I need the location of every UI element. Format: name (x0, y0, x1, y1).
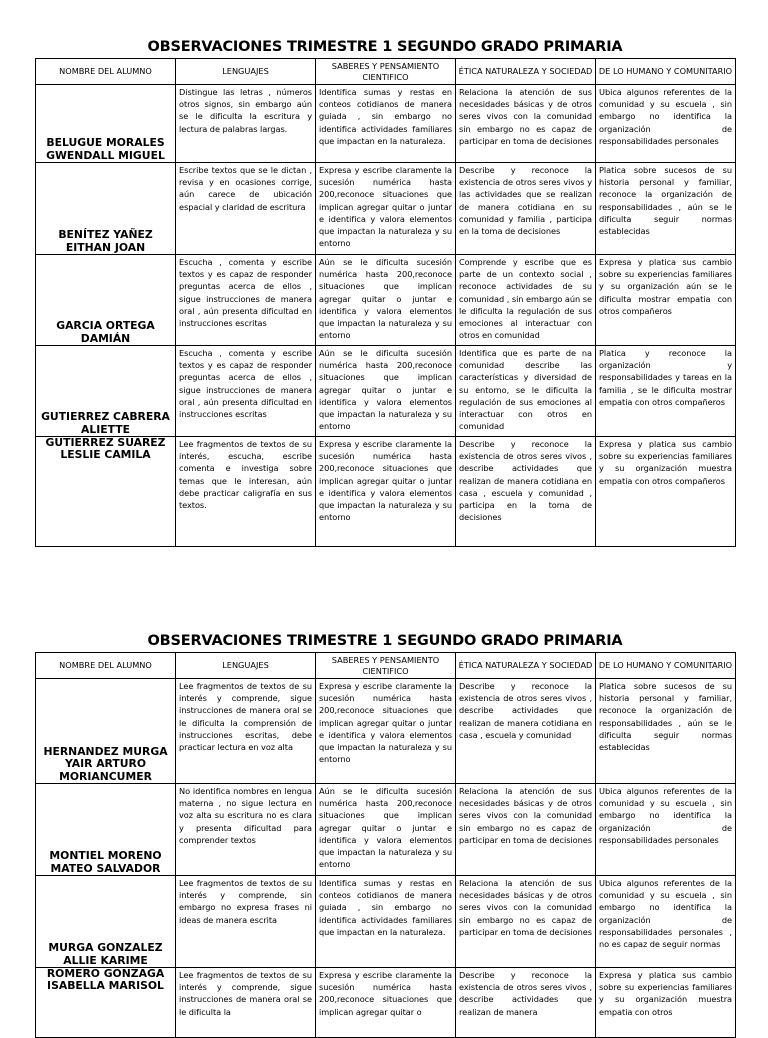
etica-cell: Identifica que es parte de na comunidad describe las características y diversidad de su entorno, se le dificulta la regulación de sus emociones al interactuar con otros en comunidad (456, 346, 596, 437)
saberes-cell: Aún se le dificulta sucesión numérica hasta 200,reconoce situaciones que implican agregar quitar o juntar e identifica y valora elementos que impactan la naturaleza y su entorno (316, 346, 456, 437)
table-row (36, 163, 736, 255)
saberes-cell: Identifica sumas y restas en conteos cotidianos de manera guiada , sin embargo no identifica actividades familiares que impactan en la naturaleza. (316, 85, 456, 163)
student-name: GUTIERREZ CABRERA ALIETTE (36, 346, 176, 437)
humano-cell: Expresa y platica sus cambio sobre su experiencias familiares y su organización muestra empatia con otros (596, 968, 736, 1038)
saberes-cell: Expresa y escribe claramente la sucesión numérica hasta 200,reconoce situaciones que implican agregar quitar o juntar e identifica y valora elementos que impactan la naturaleza y su entorno (316, 679, 456, 784)
saberes-cell: Expresa y escribe claramente la sucesión numérica hasta 200,reconoce situaciones que implican agregar quitar o (316, 968, 456, 1038)
header-student-name: NOMBRE DEL ALUMNO (36, 59, 176, 85)
humano-cell: Platica sobre sucesos de su historia personal y familiar, reconoce la organización de responsabilidades , aún se le dificulta seguir normas establecidas (596, 163, 736, 255)
etica-cell: Describe y reconoce la existencia de otros seres vivos y las actividades que se realizan de manera cotidiana en su comunidad y familia , participa en la toma de decisiones (456, 163, 596, 255)
humano-cell: Ubica algunos referentes de la comunidad y su escuela , sin embargo no identifica la organización de responsabilidades personales (596, 784, 736, 876)
observations-page-2 (35, 630, 735, 1038)
humano-cell: Ubica algunos referentes de la comunidad y su escuela , sin embargo no identifica la organización de responsabilidades personales (596, 85, 736, 163)
table-row (36, 876, 736, 968)
observations-table (35, 652, 736, 1038)
lenguajes-cell: Escucha , comenta y escribe textos y es capaz de responder preguntas acerca de ellos , sigue instrucciones de manera oral , aún presenta dificultad en instrucciones escritas (176, 346, 316, 437)
table-row (36, 346, 736, 437)
humano-cell: Platica y reconoce la organización y responsabilidades y tareas en la familia , se le dificulta mostrar empatia con otros compañeros (596, 346, 736, 437)
lenguajes-cell: Lee fragmentos de textos de su interés, escucha, escribe comenta e investiga sobre temas que le interesan, aún debe practicar caligrafía en sus textos. (176, 437, 316, 547)
student-name: HERNANDEZ MURGA YAIR ARTURO MORIANCUMER (36, 679, 176, 784)
observations-page-1 (35, 36, 735, 547)
lenguajes-cell: Lee fragmentos de textos de su interés y comprende, sigue instrucciones de manera oral se le dificulta la comprensión de instrucciones escritas, debe practicar lectura en voz alta (176, 679, 316, 784)
student-name: BENÍTEZ YAÑEZ EITHAN JOAN (36, 163, 176, 255)
saberes-cell: Aún se le dificulta sucesión numérica hasta 200,reconoce situaciones que implican agregar quitar o juntar e identifica y valora elementos que impactan la naturaleza y su entorno (316, 784, 456, 876)
student-name: GARCIA ORTEGA DAMIÁN (36, 255, 176, 346)
etica-cell: Relaciona la atención de sus necesidades básicas y de otros seres vivos con la comunidad sin embargo no es capaz de participar en toma de decisiones (456, 85, 596, 163)
header-row (36, 59, 736, 85)
etica-cell: Describe y reconoce la existencia de otros seres vivos , describe actividades que realizan de manera cotidiana en casa , escuela y comunidad , participa en la toma de decisiones (456, 437, 596, 547)
humano-cell: Expresa y platica sus cambio sobre su experiencias familiares y su organización aún se le dificulta mostrar empatia con otros compañeros (596, 255, 736, 346)
lenguajes-cell: Lee fragmentos de textos de su interés y comprende, sin embargo no expresa frases ni ideas de manera escrita (176, 876, 316, 968)
saberes-cell: Identifica sumas y restas en conteos cotidianos de manera guiada , sin embargo no identifica actividades familiares que impactan en la naturaleza. (316, 876, 456, 968)
header-saberes: SABERES Y PENSAMIENTO CIENTIFICO (316, 59, 456, 85)
student-name: MURGA GONZALEZ ALLIE KARIME (36, 876, 176, 968)
table-row (36, 255, 736, 346)
header-etica: ÉTICA NATURALEZA Y SOCIEDAD (456, 59, 596, 85)
header-lenguajes: LENGUAJES (176, 59, 316, 85)
page-title: OBSERVACIONES TRIMESTRE 1 SEGUNDO GRADO PRIMARIA (147, 633, 623, 649)
etica-cell: Comprende y escribe que es parte de un contexto social , reconoce actividades de su comunidad , sin embargo aún se le dificulta la regulación de sus emociones al interactuar con otros en comunidad (456, 255, 596, 346)
observations-table (35, 58, 736, 547)
lenguajes-cell: Lee fragmentos de textos de su interés y comprende, sigue instrucciones de manera oral se le dificulta la (176, 968, 316, 1038)
table-row (36, 85, 736, 163)
header-saberes: SABERES Y PENSAMIENTO CIENTIFICO (316, 653, 456, 679)
lenguajes-cell: Escucha , comenta y escribe textos y es capaz de responder preguntas acerca de ellos , sigue instrucciones de manera oral , aún presenta dificultad en instrucciones escritas (176, 255, 316, 346)
table-row (36, 437, 736, 547)
header-etica: ÉTICA NATURALEZA Y SOCIEDAD (456, 653, 596, 679)
page-title: OBSERVACIONES TRIMESTRE 1 SEGUNDO GRADO PRIMARIA (147, 39, 623, 55)
header-lenguajes: LENGUAJES (176, 653, 316, 679)
humano-cell: Platica sobre sucesos de su historia personal y familiar, reconoce la organización de responsabilidades , aún se le dificulta seguir normas establecidas (596, 679, 736, 784)
saberes-cell: Aún se le dificulta sucesión numérica hasta 200,reconoce situaciones que implican agregar quitar o juntar e identifica y valora elementos que impactan la naturaleza y su entorno (316, 255, 456, 346)
header-humano: DE LO HUMANO Y COMUNITARIO (596, 653, 736, 679)
humano-cell: Expresa y platica sus cambio sobre su experiencias familiares y su organización muestra empatia con otros compañeros (596, 437, 736, 547)
etica-cell: Describe y reconoce la existencia de otros seres vivos , describe actividades que realizan de manera cotidiana en casa , escuela y comunidad (456, 679, 596, 784)
etica-cell: Relaciona la atención de sus necesidades básicas y de otros seres vivos con la comunidad sin embargo no es capaz de participar en toma de decisiones (456, 784, 596, 876)
student-name: MONTIEL MORENO MATEO SALVADOR (36, 784, 176, 876)
etica-cell: Describe y reconoce la existencia de otros seres vivos , describe actividades que realizan de manera (456, 968, 596, 1038)
lenguajes-cell: Escribe textos que se le dictan , revisa y en ocasiones corrige, aún carece de ubicación espacial y claridad de escritura (176, 163, 316, 255)
saberes-cell: Expresa y escribe claramente la sucesión numérica hasta 200,reconoce situaciones que implican agregar quitar o juntar e identifica y valora elementos que impactan la naturaleza y su entorno (316, 437, 456, 547)
student-name: BELUGUE MORALES GWENDALL MIGUEL (36, 85, 176, 163)
header-student-name: NOMBRE DEL ALUMNO (36, 653, 176, 679)
header-humano: DE LO HUMANO Y COMUNITARIO (596, 59, 736, 85)
student-name: ROMERO GONZAGA ISABELLA MARISOL (36, 968, 176, 1038)
humano-cell: Ubica algunos referentes de la comunidad y su escuela , sin embargo no identifica la organización de responsabilidades personales , no es capaz de seguir normas (596, 876, 736, 968)
saberes-cell: Expresa y escribe claramente la sucesión numérica hasta 200,reconoce situaciones que implican agregar quitar o juntar e identifica y valora elementos que impactan la naturaleza y su entorno (316, 163, 456, 255)
header-row (36, 653, 736, 679)
student-name: GUTIERREZ SUAREZ LESLIE CAMILA (36, 437, 176, 547)
lenguajes-cell: Distingue las letras , números otros signos, sin embargo aún se le dificulta la escritura y lectura de palabras largas. (176, 85, 316, 163)
lenguajes-cell: No identifica nombres en lengua materna , no sigue lectura en voz alta su escritura no es clara y presenta dificultad para comprender textos (176, 784, 316, 876)
table-row (36, 679, 736, 784)
table-row (36, 968, 736, 1038)
table-row (36, 784, 736, 876)
etica-cell: Relaciona la atención de sus necesidades básicas y de otros seres vivos con la comunidad sin embargo no es capaz de participar en toma de decisiones (456, 876, 596, 968)
